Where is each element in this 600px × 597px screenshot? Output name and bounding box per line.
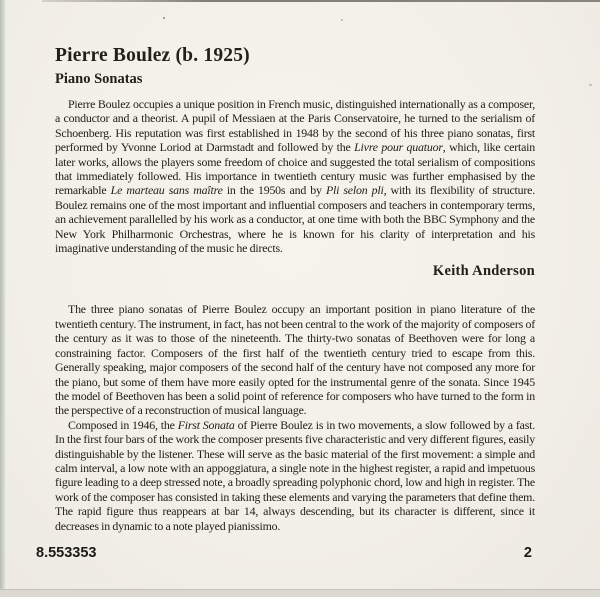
page-footer bbox=[36, 545, 532, 561]
scan-left-edge-shadow bbox=[0, 0, 7, 597]
scan-bottom-edge-shadow bbox=[0, 589, 600, 597]
liner-notes-paragraph: Pierre Boulez occupies a unique position in French music, distinguished internationally as a composer, a conductor and a theorist. A pupil of Messiaen at the Paris Conservatoire, he turned to the serialism of Schoenberg. His reputation was first established in 1948 by the second of his three piano sonatas, first performed by Yvonne Loriod at Darmstadt and followed by the Livre pour quatuor, which, like certain later works, allows the players some freedom of choice and suggested the total serialism of compositions that immediately followed. His importance in twentieth century music was further emphasised by the remarkable Le marteau sans maître in the 1950s and by Pli selon pli, with its flexibility of structure. Boulez remains one of the most important and influential composers and teachers in contemporary terms, an achievement parallelled by his work as a conductor, at one time with both the BBC Symphony and the New York Philharmonic Orchestras, where he is known for his clarity of interpretation and his imaginative understanding of the music he directs. bbox=[55, 97, 535, 256]
composer-title: Pierre Boulez (b. 1925) bbox=[55, 45, 250, 66]
scan-top-edge-shadow bbox=[42, 0, 600, 2]
scan-speck bbox=[163, 17, 165, 19]
liner-notes-paragraph: Composed in 1946, the First Sonata of Pierre Boulez is in two movements, a slow followed by a fast. In the first four bars of the work the composer presents five characteristic and very different figures, easily distinguishable by the listener. These will serve as the basic material of the first movement: a simple and calm interval, a low note with an appoggiatura, a single note in the highest register, a rapid and impetuous figure leading to a deep stressed note, a broadly spreading polyphonic chord, low and high in register. The work of the composer has consisted in taking these elements and varying the parameters that define them. The rapid figure thus reappears at bar 14, always descending, but its character is different, since it decreases in dynamic to a note played pianissimo. bbox=[55, 417, 535, 533]
liner-notes-content bbox=[55, 44, 535, 533]
catalog-number: 8.553353 bbox=[36, 545, 97, 561]
page-number: 2 bbox=[523, 545, 532, 561]
scan-speck bbox=[589, 84, 592, 86]
liner-notes-body bbox=[55, 97, 535, 533]
author-byline: Keith Anderson bbox=[432, 263, 535, 280]
work-subtitle: Piano Sonatas bbox=[55, 71, 143, 87]
liner-notes-paragraph: The three piano sonatas of Pierre Boulez occupy an important position in piano literature of the twentieth century. The instrument, in fact, has not been central to the work of the majority of composers of the century as it was to those of the nineteenth. The thirty-two sonatas of Beethoven were for long a constraining factor. Composers of the first half of the twentieth century tried to escape from this. Generally speaking, major composers of the second half of the century have not composed any more for the piano, but some of them have more easily opted for the instrumental genre of the sonata. Since 1945 the model of Beethoven has been a solid point of reference for composers who have turned to the form in the perspective of a reconstruction of musical language. bbox=[55, 302, 535, 418]
scan-speck bbox=[341, 19, 343, 21]
